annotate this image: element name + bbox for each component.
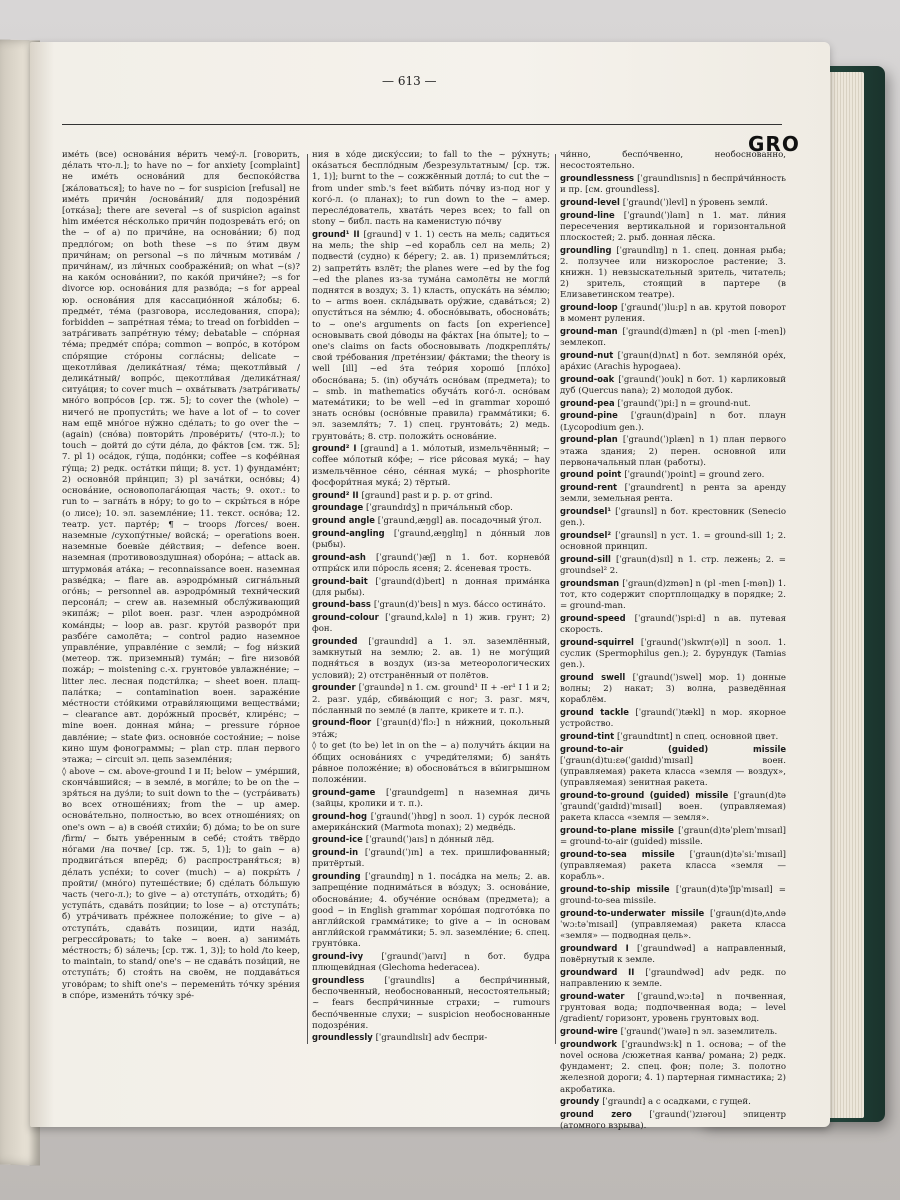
entry-right-20: ground-squirrel [ˈgraund(ˈ)skwɪr(ə)l] n зоол. 1. суслик (Spermophilus gen.); 2. бурундук (Tamias gen.). (560, 636, 786, 671)
entry-right-1: чи́нно, беспо́чвенно, необоснованно, несостоятельно. (560, 150, 786, 172)
entry-right-22: ground tackle [ˈgraund(ˈ)tækl] n мор. якорное устройство. (560, 707, 786, 730)
entry-right-14: ground-rent [ˈgraundrent] n рента за аренду земли, земельная рента. (560, 482, 787, 505)
entry-middle-19: ground-in [ˈgraund(ˈ)ɪn] a тех. пришлифованный; притёртый. (312, 847, 550, 870)
entry-right-17: ground-sill [ˈgraun(d)sɪl] n 1. стр. лежень; 2. = groundsel² 2. (560, 553, 786, 577)
entry-middle-18: ground-ice [ˈgraund(ˈ)aɪs] n до́нный лёд. (312, 834, 495, 846)
entry-right-32: ground-water [ˈgraund,wɔ:tə] n почвенная, грунтовая вода; подпочвенная вода; ~ level /gradient/ горизонт, уровень грунтовых вод. (560, 990, 786, 1025)
entry-right-12: ground-plan [ˈgraund(ˈ)plæn] n 1) план первого этажа здания; 2) перен. основной или первоначальный план (работы). (560, 434, 786, 468)
entry-right-8: ground-nut [ˈgraun(d)nʌt] n бот. земляно́й орéх, ара́хис (Arachis hypogaea). (560, 349, 786, 373)
entry-middle-13: grounder [ˈgraundə] n 1. см. ground¹ II + -er¹ I 1 и 2; 2. разг. удáр, сбива́ющий с ног; 3. разг. мяч, пóсланный по землé (в лапте, крикете и т. п.). (312, 682, 550, 716)
entry-middle-9: ground-bait [ˈgraund(d)beɪt] n донная примáнка (для рыбы). (312, 575, 550, 598)
entry-middle-1: ния в хóде диску́ссии; to fall to the ~ рýхнуть; окáзаться беспло́дным /безрезультатным/ [ср. тж. 1, 1)]; burnt to the ~ сожжённый дотлá; to cut the ~ from under smb.'s feet вы́бить пóчву из-под ног у когó-л. (о планах); to run down to the ~ амер. пересле́дователь, хватáть через всех; to fall on stony ~ библ. пасть на каменистую пóчву (312, 150, 550, 228)
entry-right-15: groundsel¹ [ˈgraunsl] n бот. крестовник (Senecio gen.). (560, 506, 786, 529)
header-rule (62, 124, 782, 125)
entry-right-27: ground-to-sea missile [ˈgraun(d)təˈsi:ˈmɪsaɪl] (управляемая) ракета класса «земля — корабль». (560, 848, 786, 883)
column-middle (312, 150, 550, 1044)
entry-middle-3: ground² I [graund] a 1. мóлотый, измельчённый; ~ coffee мóлотый кóфе; ~ rice ри́совая мукá; ~ hay измельчённое сéно, сéнная мукá; ~ phosphorite фосфори́тная мукá; 2) тёртый. (312, 443, 550, 488)
entry-right-23: ground-tint [ˈgraundtɪnt] n спец. основной цвет. (560, 730, 779, 742)
entry-right-10: ground-pea [ˈgraund(ˈ)pi:] n = ground-nut. (560, 397, 751, 409)
entry-middle-10: ground-bass [ˈgraun(d)ˈbeɪs] n муз. бáссо остинáто. (312, 599, 546, 611)
column-divider-1 (307, 154, 308, 1044)
entry-middle-16: ground-game [ˈgraundgeɪm] n наземная дичь (зайцы, кролики и т. п.). (312, 786, 550, 809)
entry-middle-5: groundage [ˈgraundɪdʒ] n прича́льный сбор. (312, 502, 513, 514)
entry-middle-17: ground-hog [ˈgraund(ˈ)hɒg] n зоол. 1) сурóк лесной америкáнский (Marmota monax); 2) медвéдь. (312, 810, 550, 833)
entry-middle-11: ground-colour [ˈgraund,kʌlə] n 1) жив. грунт; 2) фон. (312, 612, 550, 635)
entry-right-34: groundwork [ˈgraundwɜ:k] n 1. основа; ~ of the novel основа /сюжетная канва/ романа; 2) редк. фундамент; 2. спец. фон; поле; 3. полотно железной дороги; 4. 1) партерная гимнастика; 2) акробатика. (560, 1038, 787, 1095)
entry-middle-4: ground² II [graund] past и p. p. от grind. (312, 489, 493, 501)
entry-right-2: groundlessness [ˈgraundlɪsnɪs] n беспри́чи́нность и пр. [см. groundless]. (560, 172, 786, 196)
entry-right-28: ground-to-ship missile [ˈgraun(d)təˈʃɪpˈmɪsaɪl] = ground-to-sea missile. (560, 884, 786, 907)
entry-right-21: ground swell [ˈgraund(ˈ)swel] мор. 1) донные волны; 2) накат; 3) волна, разведённая кораблём. (560, 671, 786, 706)
entry-right-4: ground-line [ˈgraund(ˈ)laɪn] n 1. мат. ли́ния пересечения вертикальной и горизонтальной плоскостей; 2. рыб. донная лёска. (560, 209, 786, 243)
column-right (560, 150, 787, 1132)
entry-right-5: groundling [ˈgraundlɪŋ] n 1. спец. донная рыба; 2. ползучее или низкорослое растение; 3. книжн. 1) невзыскательный зритель, читатель; 2) зритель, стоящий в партере (в Елизаветинском театре). (560, 244, 786, 301)
entry-middle-23: groundlessly [ˈgraundlɪslɪ] adv беспри- (312, 1032, 488, 1044)
entry-right-29: ground-to-underwater missile [ˈgraun(d)tə,ʌndəˈwɔ:təˈmɪsaɪl] (управляемая) ракета класса «земля» — подводная цель». (560, 908, 786, 942)
entry-middle-20: grounding [ˈgraundɪŋ] n 1. посáдка на мель; 2. ав. запрещéние поднима́ться в вóздух; 3. основáние, обосновáние; 4. обучéние оснóвам (предмета); a good ~ in English grammar хорóшая подготóвка по англи́йской граммáтике; to give a ~ in основам англи́йской граммáтики; 5. эл. заземлéние; 6. спец. грунтóвка. (312, 871, 550, 950)
guide-word: GRO (748, 132, 800, 156)
entry-right-13: ground point [ˈgraund(ˈ)point] = ground zero. (560, 469, 765, 481)
entry-right-9: ground-oak [ˈgraund(ˈ)ouk] n бот. 1) карликовый дуб (Quercus nana); 2) молодой дубок. (560, 373, 786, 397)
column-divider-2 (555, 154, 556, 1044)
entry-right-18: groundsman [ˈgraun(d)zmən] n (pl -men [-mən]) 1. тот, кто содержит спортплощадку в порядке; 2. = ground-man. (560, 577, 787, 612)
entry-middle-21: ground-ivy [ˈgraund(ˈ)aɪvɪ] n бот. будра плющеви́дная (Glechoma hederacea). (312, 951, 550, 974)
entry-right-19: ground-speed [ˈgraund(ˈ)spi:d] n ав. путевая скорость. (560, 612, 786, 636)
entry-left-1: имéть (все) основáния вéрить чемý-л. [говорить, дéлать что-л.]; to have no ~ for anxiety [complaint] не имéть основáний для беспокóйства [жáловаться]; to have no ~ for suspicion [refusal] не имéть причи́н /основáний/ для подозрéний [откáза]; there are several ~s of suspicion against him имéется нéсколько причи́н подозревáть егó; on the ~ of a) по причи́не, на основáнии; б) под предлóгом; on both these ~s по э́тим двум причи́нам; on personal ~s по ли́чным мотивáм /причи́нам/, из ли́чных соображéний; on what ~(s)? на какóм основáнии?, по какóй причи́не?; ~s for divorce юр. основáния для развóда; ~s for appeal юр. основáния для кассациóнной жáлобы; 6. предмéт, тéма (разговора, исследования, спора); forbidden ~ запрéтная тéма; to tread on forbidden ~ затрáгивать запрéтную тéму; debatable ~ спóрная тéма; предмéт спóра; common ~ вопрóс, в котóром спóрящие стóроны соглáсны; delicate ~ щекотли́вая /делика́тная/ тéма; щекотли́вый /делика́тный/ вопрóс, щекотли́вая /делика́тная/ ситуа́ция; to cover much ~ охвáтывать /затрáгивать/ мнóго вопрóсов [ср. тж. 5]; to cover the (whole) ~ ничегó не пропусти́ть; we have a lot of ~ to cover нам ещё мнóгое нýжно сдéлать; to go over the ~ (again) (снóва) повтори́ть /провéрить/ (что-л.); to touch ~ дойти́ до сýти дéла, до фáктов [см. тж. 5]; 7. pl 1) осáдок, гýща, подóнки; coffee ~s кофéйная гýща; 2) редк. остáтки пи́щи; 8. уст. 1) фундамéнт; 2) основнóй при́нцип; 3) pl зачáтки, осно́вы; 4) основáние, основополагáющая часть; 9. охот.: to run to ~ загнáть в нóру; to go to ~ скры́ться в нóре (о лисе); 10. эл. заземлéние; 11. текст. оснóва; 12. театр. уст. партéр; ¶ ~ troops /forces/ воен. наземные /сухопу́тные/ войскá; ~ operations воен. наземные боевы́е дéйствия; ~ defence воен. наземная (противовоздушная) оборóна; ~ attack ав. штурмовáя атáка; ~ reconnaissance воен. наземная развéдка; ~ flare ав. аэродрóмный сигнáльный огóнь; ~ personnel ав. аэродрóмный техни́ческий персонáл; ~ crew ав. наземный обслýживающий экипáж; ~ pilot воен. разг. член аэродрóмной комáнды; ~ loop ав. разг. крутóй разворóт при разбéге самолёта; ~ control радио наземное управлéние, управлéние с земли́; ~ fog ни́зкий (метеор. тж. приземный) тумáн; ~ fire низовóй пожáр; ~ moistening с.-х. грунтовóе увлажнéние; ~ litter лес. лесная подсти́лка; ~ sheet воен. плащ-палáтка; ~ contamination воен. заражéние мéстности стóйкими отрави́ляющими веществáми; ~ clearance авт. дорóжный просвéт, клирéнс; ~ mine воен. донная ми́на; ~ pressure гóрное давлéние; ~ state физ. основнóе состоя́ние; ~ noise кино шум фонограммы; ~ plan стр. план первого этажа; ~ circuit эл. цепь заземлéния; (62, 150, 300, 765)
entry-middle-12: grounded [ˈgraundɪd] a 1. эл. заземлённый, замкнутый на землю; 2. ав. 1) не могу́щий подня́ться в воздух (из-за метеорологических условий); 2) отстранённый от полётов. (312, 636, 550, 681)
page-number: — 613 — (382, 74, 437, 88)
entry-right-24: ground-to-air (guided) missile [ˈgraun(d)tu:ɛə(ˈgaɪdɪd)ˈmɪsaɪl] воен. (управляемая) ракета класса «земля — воздух», (управляемая) зенитная ракета. (560, 743, 786, 789)
entry-middle-6: ground angle [ˈgraund,æŋgl] ав. посадочный ýгол. (312, 515, 542, 526)
entry-right-30: groundward I [ˈgraundwəd] a направленный, повёрнутый к земле. (560, 943, 787, 966)
entry-right-31: groundward II [ˈgraundwəd] adv редк. по направлению к земле. (560, 967, 786, 990)
entry-right-6: ground-loop [ˈgraund(ˈ)lu:p] n ав. крутой поворот в момент руления. (560, 302, 786, 325)
entry-right-35: groundy [ˈgraundɪ] a с осадками, с гущей. (560, 1096, 751, 1108)
entry-right-26: ground-to-plane missile [ˈgraun(d)təˈpleɪnˈmɪsaɪl] = ground-to-air (guided) missile. (560, 825, 786, 848)
entry-middle-15: ◊ to get (to be) let in on the ~ a) получи́ть áкции на óбщих основáниях с учреди́телями; б) заня́ть рáвное положéние; в) обосновáться в вы́игрышном положéнии. (312, 741, 550, 785)
entry-middle-22: groundless [ˈgraundlɪs] a беспри́чинный, беспочвенный, необоснованный, несостоятельный; ~ fears беспри́чинные страхи; ~ rumours беспо́чвенные слухи; ~ suspicion необоснованные подозрéния. (312, 974, 550, 1031)
entry-right-25: ground-to-ground (guided) missile [ˈgraun(d)təˈgraund(ˈgaɪdɪd)ˈmɪsaɪl] воен. (управляемая) ракета класса «земля — земля». (560, 789, 786, 824)
entry-right-33: ground-wire [ˈgraund(ˈ)waɪə] n эл. заземлитель. (560, 1026, 778, 1038)
entry-right-11: ground-pine [ˈgraun(d)pain] n бот. плаун (Lycopodium gen.). (560, 410, 786, 433)
entry-middle-2: ground¹ II [graund] v 1. 1) сесть на мель; садиться на мель; the ship ~ed корабль сел на мель; 2) подвести́ (судно) к бéрегу; 2. ав. 1) приземли́ться; 2) запрети́ть взлёт; the planes were ~ed by the fog ~ed the planes из-за тумáна самолёты не могли́ поднятся в воздух; 3. 1) класть, опускáть на зéмлю; to ~ arms воен. склáдывать орýжие, сдавáться; 2) опусти́ться на зéмлю; 4. обоснóвывать, обосновáть; to ~ one's arguments on facts [on experience] основывать свои́ дóводы на фáктах [на óпыте]; to ~ one's claims on facts обосновывать /подкрепля́ть/ свои́ трéбования /претéнзии/ фáктами; the theory is well [ill] ~ed э́та теóрия хорошó [плóхо] обоснóвана; 5. (in) обучáть оснóвам (предмета); to ~ smb. in mathematics обучáть когó-л. оснóвам матемáтики; to be well ~ed in grammar хорошó знать оснóвы (оснóвные правила) граммáтики; 6. эл. заземля́ть; 7. 1) спец. грунтовáть; 2) медь. грунтовáть; 8. стр. положи́ть основáние. (312, 228, 550, 442)
entry-right-3: ground-level [ˈgraund(ˈ)levl] n у́ровень земли́. (560, 196, 768, 208)
entry-right-7: ground-man [ˈgraund(d)mæn] n (pl -men [-men]) землекоп. (560, 326, 787, 349)
entry-middle-14: ground-floor [ˈgraun(d)ˈflɔ:] n ни́жний, цокольный этáж; (312, 717, 550, 740)
entry-middle-8: ground-ash [ˈgraund(ˈ)æʃ] n 1. бот. корнево́й отпры́ск или пóросль ясеня; 2. я́сеневая трость. (312, 551, 550, 574)
entry-middle-7: ground-angling [ˈgraund,æŋglɪŋ] n до́нный лов (рыбы). (312, 527, 550, 550)
entry-right-16: groundsel² [ˈgraunsl] n уст. 1. = ground-sill 1; 2. основной принцип. (560, 530, 787, 553)
entry-right-36: ground zero [ˈgraund(ˈ)zɪərou] эпицентр (атомного взрыва). (560, 1108, 786, 1132)
entry-left-2: ◊ above ~ см. above-ground I и II; below ~ умéрший, скончáвшийся; ~ в земле́, в моги́ле; to be on the ~ зря́ться на дуэ́ли; to suit down to the ~ (устрáивать) во всех отношéниях; from the ~ up амер. основáтельно, полностью, во всех отношéниях; on one's own ~ а) в своéй стихи́и; б) дóма; to be on sure /firm/ ~ быть уве́ренным в себé; стоя́ть твёрдо нóгами /на почве/ [ср. тж. 5, 1)]; to gain ~ a) продвигáться вперёд; б) распространя́ться; в) дéлать успéхи; to cover (much) ~ a) покры́ть /пройти/ (мнóго) путешéствие; б) сдéлать бóльшую часть (чего-л.); to give ~ a) отступáть, отходи́ть; б) уступáть, сдавáть пози́ции; to lose ~ a) отступáть; б) утрáчивать прéжнее положéние; to give ~ a) отступáть, сдавáть позиции, идти назáд, регресси́ровать; to take ~ воен. a) занимáть мéстность; б) зáлечь; [ср. тж. 1, 3)]; to hold /to keep, to maintain, to stand/ one's ~ не сдавáть пози́ций, не отступáть; б) стоя́ть на своём, не поддавáться угово́рам; to shift one's ~ перемени́ть тóчку зрéния в спóре, измени́ть тóчку зрé- (62, 766, 300, 1001)
column-left (62, 150, 300, 1035)
